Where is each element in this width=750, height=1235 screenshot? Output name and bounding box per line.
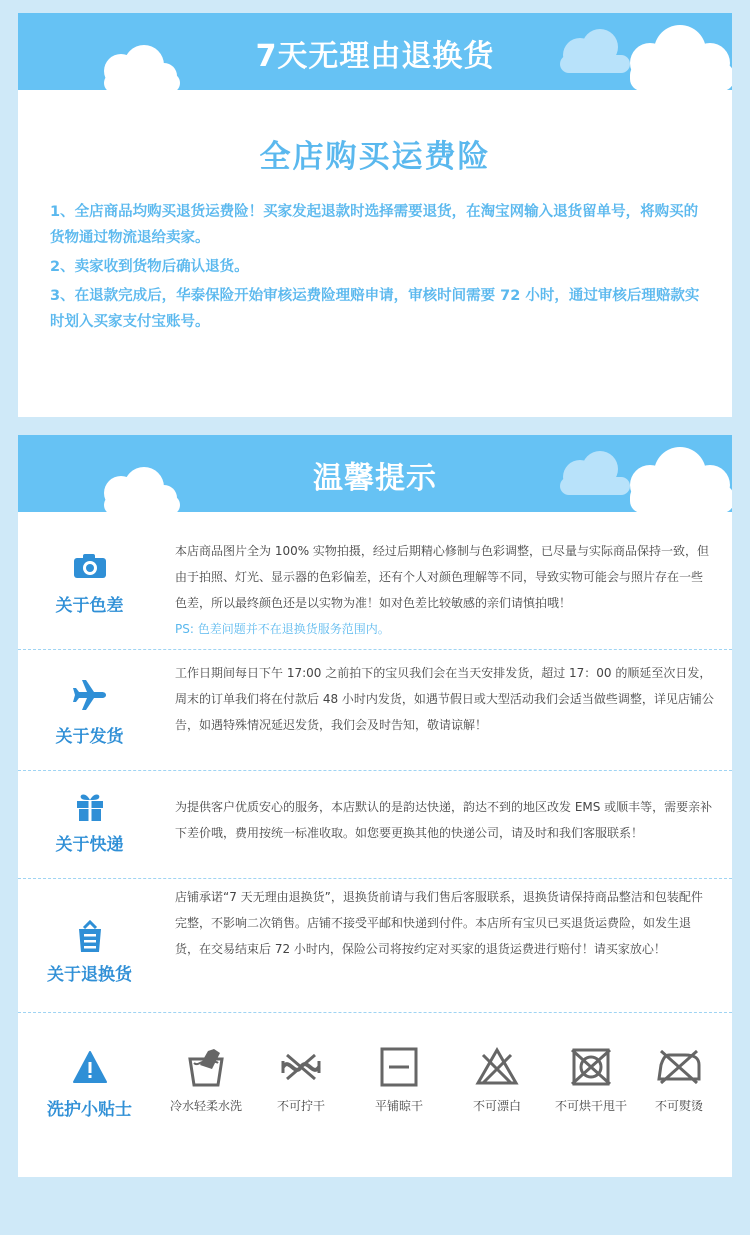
tip-row-shipping — [18, 650, 732, 771]
tips-card — [18, 435, 732, 1177]
care-item — [634, 1047, 724, 1114]
warning-icon — [73, 1051, 107, 1083]
tip-row-courier — [18, 771, 732, 879]
basket-icon — [77, 920, 103, 954]
care-tips — [18, 1013, 732, 1177]
return-policy-card — [18, 13, 732, 417]
care-label: 洗护小贴士 — [47, 1100, 132, 1120]
tip-ps-note: PS: 色差问题并不在退换货服务范围内。 — [175, 622, 390, 636]
tip-text: 店铺承诺“7 天无理由退换货”，退换货前请与我们售后客服联系，退换货请保持商品整洁和包装配件完整，不影响二次销售。店铺不接受平邮和快递到付件。本店所有宝贝已买退货运费险，如发生退货，在交易结束后 72 小时内，保险公司将按约定对买家的退货运费进行赔付！请买家放心！ — [175, 890, 703, 956]
care-item — [256, 1047, 346, 1114]
airplane-icon — [72, 677, 108, 713]
tip-label: 关于色差 — [55, 596, 124, 616]
return-banner — [18, 13, 732, 90]
banner-title: 温馨提示 — [313, 461, 437, 496]
dry-flat-icon — [377, 1047, 421, 1087]
tip-text: 工作日期间每日下午 17:00 之前拍下的宝贝我们会在当天安排发货，超过 17：00 的顺延至次日发，周末的订单我们将在付款后 48 小时内发货，如遇节假日或大型活动我们会适当做些调整，详见店铺公告，如遇特殊情况延迟发货，我们会及时告知，敬请谅解！ — [175, 666, 714, 732]
care-item — [354, 1047, 444, 1114]
care-item-label: 不可拧干 — [276, 1099, 325, 1113]
tip-text: 本店商品图片全为 100% 实物拍摄，经过后期精心修制与色彩调整，已尽量与实际商品保持一致，但由于拍照、灯光、显示器的色彩偏差，还有个人对颜色理解等不同，导致实物可能会与照片存在一些色差，所以最终颜色还是以实物为准！如对色差比较敏感的亲们请慎拍哦！ — [175, 544, 709, 610]
gift-icon — [76, 792, 104, 822]
care-item-label: 不可烘干甩干 — [554, 1099, 627, 1113]
do-not-tumble-dry-icon — [569, 1047, 613, 1087]
care-item-label: 冷水轻柔水洗 — [169, 1099, 242, 1113]
care-item — [161, 1047, 251, 1114]
care-item-label: 平铺晾干 — [374, 1099, 423, 1113]
do-not-iron-icon — [655, 1047, 703, 1087]
banner-title: 7天无理由退换货 — [255, 39, 495, 74]
tips-banner — [18, 435, 732, 512]
do-not-bleach-icon — [475, 1047, 519, 1087]
tip-label: 关于发货 — [55, 727, 124, 747]
policy-notes — [50, 199, 702, 338]
care-item-label: 不可漂白 — [472, 1099, 521, 1113]
care-item-label: 不可熨烫 — [654, 1099, 703, 1113]
tip-label: 关于快递 — [55, 835, 124, 855]
care-item — [546, 1047, 636, 1114]
hand-wash-icon — [184, 1047, 228, 1087]
care-item — [452, 1047, 542, 1114]
camera-icon — [73, 553, 107, 579]
tip-text: 为提供客户优质安心的服务，本店默认的是韵达快递，韵达不到的地区改发 EMS 或顺丰等，需要亲补下差价哦，费用按统一标准收取。如您要更换其他的快递公司，请及时和我们客服联系！ — [175, 800, 713, 840]
policy-note: 2、卖家收到货物后确认退货。 — [50, 259, 249, 275]
policy-note: 3、在退款完成后，华泰保险开始审核运费险理赔申请，审核时间需要 72 小时，通过审核后理赔款实时划入买家支付宝账号。 — [50, 288, 700, 330]
policy-note: 1、全店商品均购买退货运费险！买家发起退款时选择需要退货，在淘宝网输入退货留单号，将购买的货物通过物流退给卖家。 — [50, 204, 699, 246]
tip-label: 关于退换货 — [47, 965, 132, 985]
tip-row-returns — [18, 879, 732, 1013]
page-subtitle: 全店购买运费险 — [259, 139, 491, 175]
do-not-wring-icon — [279, 1047, 323, 1087]
tip-row-color — [18, 512, 732, 650]
